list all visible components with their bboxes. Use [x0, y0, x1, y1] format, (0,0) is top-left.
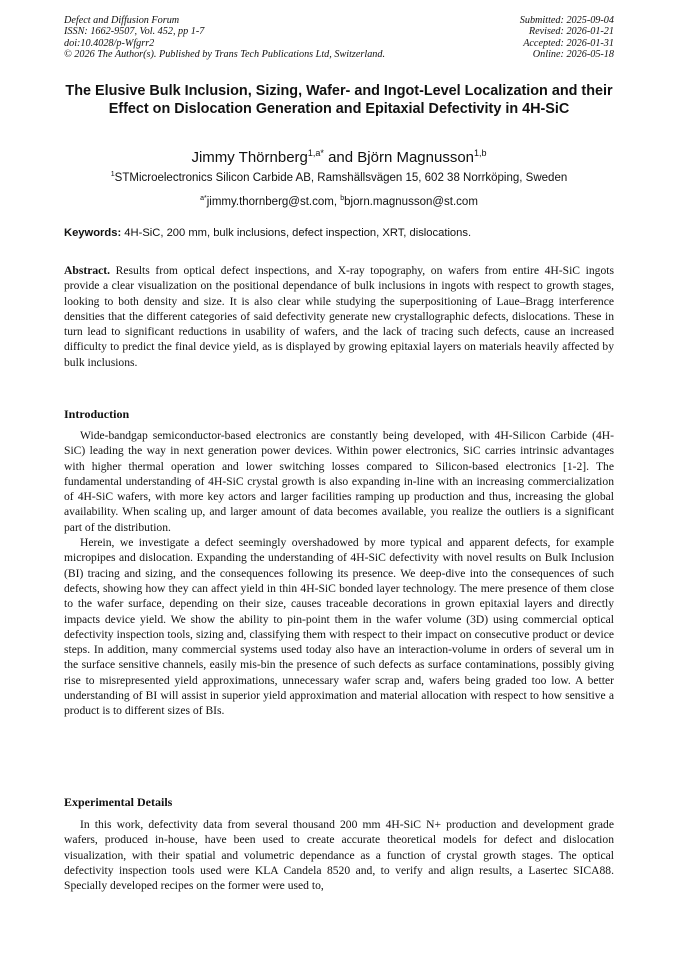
copyright: © 2026 The Author(s). Published by Trans Tech Publications Ltd, Switzerland. [64, 48, 386, 60]
experimental-heading: Experimental Details [64, 795, 173, 809]
online-date: Online: 2026-05-18 [532, 48, 614, 60]
introduction-heading: Introduction [64, 407, 130, 421]
revised-date: Revised: 2026-01-21 [528, 26, 614, 38]
accepted-date: Accepted: 2026-01-31 [523, 37, 614, 49]
authors [0, 144, 678, 167]
email-a-sup: a* [200, 195, 207, 202]
author-2-sup: 1,b [474, 148, 487, 158]
affiliation-sup: 1 [110, 171, 115, 178]
affiliation [0, 168, 678, 185]
email-b: bjorn.magnusson@st.com [344, 195, 478, 208]
abstract-label: Abstract. [64, 264, 111, 277]
email-b-sup: b [340, 195, 345, 202]
journal-header [64, 15, 385, 60]
experimental-body [64, 817, 614, 893]
keywords-text: 4H-SiC, 200 mm, bulk inclusions, defect inspection, XRT, dislocations. [121, 227, 472, 239]
affiliation-text: STMicroelectronics Silicon Carbide AB, Ramshällsvägen 15, 602 38 Norrköping, Sweden [114, 171, 568, 184]
keywords [64, 226, 624, 240]
emails [0, 192, 678, 209]
doi: doi:10.4028/p-Wfgrr2 [64, 37, 155, 49]
author-1-sup: 1,a* [307, 148, 324, 158]
keywords-label: Keywords: [64, 227, 122, 239]
email-a: jimmy.thornberg@st.com, [206, 195, 341, 208]
author-2: Björn Magnusson [357, 149, 475, 166]
introduction-body [64, 428, 614, 719]
abstract-text: Results from optical defect inspections, and X-ray topography, on wafers from entire 4H-SiC ingots provide a clear visualization on the positional dependance of bulk inclusions in ingots with respect to growth stages, looking to both density and size. It is also clear while studying the superpositioning of Laue–Bragg interference densities that the different categories of said defectivity generate new crystallographic defects, dislocations. These in turn lead to significant reductions in usability of wafers, and the lack of tracing such defects, cause an increased difficulty to predict the final device yield, as is displayed by growing epitaxial layers on materials heavily affected by bulk inclusions. [64, 264, 614, 369]
journal-name: Defect and Diffusion Forum [64, 15, 180, 26]
authors-and: and [323, 149, 358, 166]
paper-title: The Elusive Bulk Inclusion, Sizing, Wafer- and Ingot-Level Localization and their Effect on Dislocation Generation and Epitaxial Defectivity in 4H-SiC [65, 83, 613, 117]
experimental-paragraph-1: In this work, defectivity data from several thousand 200 mm 4H-SiC N+ production and development grade wafers, produced in-house, have been used to create accurate theoretical models for defect and dislocation visualization, with their spatial and volumetric dependance as a function of crystal growth stages. The optical defectivity inspection tools used were KLA Candela 8520 and, to verify and align results, a Lasertec SICA88. Specially developed recipes on the former were used to, [64, 818, 614, 893]
author-1: Jimmy Thörnberg [191, 149, 308, 166]
submitted-date: Submitted: 2025-09-04 [519, 15, 614, 26]
introduction-paragraph-2: Herein, we investigate a defect seemingly overshadowed by more typical and apparent defects, for example micropipes and dislocation. Expanding the understanding of 4H-SiC defectivity with novel results on Bulk Inclusion (BI) tracing and sizing, and the consequences following its presence. We deep-dive into the consequences of such defects, showing how they can affect yield in thin 4H-SiC bonded layer technology. The mere presence of them close to the wafer surface, depending on their size, causes traceable decorations in grown epitaxial layers and directly impacts device yield. We show the ability to pin-point them in the wafer volume (3D) using commercial optical defectivity inspection tools, sizing and, classifying them with respect to their impact on consecutive product or device steps. In addition, many commercial systems used today also have an interaction-volume in orders of several um in the surface sensitive channels, easily mis-bin the presence of such defects as surface contaminations, possibly giving rise to misrepresented yield approximations, unnecessary wafer scrap and, wafers being graded too low. A better understanding of BI will assist in superior yield approximation and material allocation with respect to how sensitive a product is to different sizes of BIs. [64, 536, 614, 718]
abstract [64, 263, 614, 370]
introduction-paragraph-1: Wide-bandgap semiconductor-based electronics are constantly being developed, with 4H-Silicon Carbide (4H-SiC) leading the way in next generation power devices. Within power electronics, SiC carries intrinsic advantages with higher thermal operation and lower switching losses compared to Silicon-based electronics [1-2]. The fundamental understanding of 4H-SiC crystal growth is also expanding in-line with an increasing commercialization of 4H-SiC wafers, with more key actors and larger facilities ramping up production and thus, increasing the global availability. When scaling up, and larger amount of data becomes available, you realize the outliers is a significant part of the distribution. [64, 429, 614, 534]
issn: ISSN: 1662-9507, Vol. 452, pp 1-7 [64, 26, 205, 38]
dates-header [520, 15, 614, 60]
